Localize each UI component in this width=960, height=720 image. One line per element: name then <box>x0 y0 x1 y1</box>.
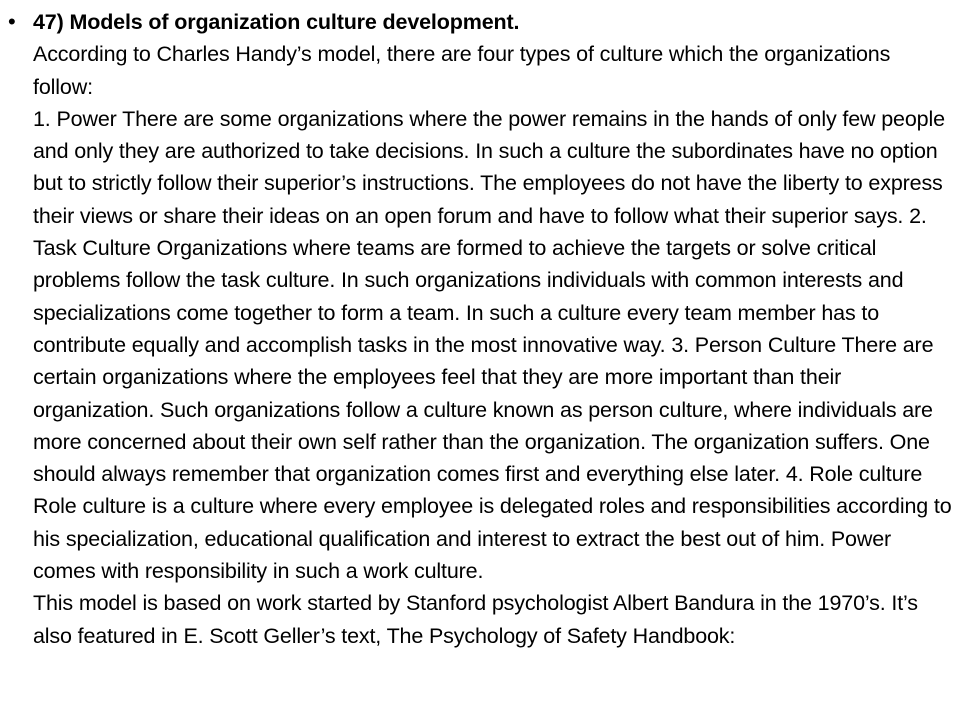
slide-content <box>33 6 953 652</box>
intro-paragraph: According to Charles Handy’s model, there are four types of culture which the organizations follow: <box>33 42 891 99</box>
closing-paragraph: This model is based on work started by Stanford psychologist Albert Bandura in the 1970’s. It’s also featured in E. Scott Geller’s text, The Psychology of Safety Handbook: <box>33 591 918 648</box>
bullet-marker: • <box>8 9 16 34</box>
slide-heading: 47) Models of organization culture development. <box>33 10 520 34</box>
culture-types-paragraph: 1. Power There are some organizations where the power remains in the hands of only few people and only they are authorized to take decisions. In such a culture the subordinates have no option but to strictly follow their superior’s instructions. The employees do not have the liberty to express their views or share their ideas on an open forum and have to follow what their superior says. 2. Task Culture Organizations where teams are formed to achieve the targets or solve critical problems follow the task culture. In such organizations individuals with common interests and specializations come together to form a team. In such a culture every team member has to contribute equally and accomplish tasks in the most innovative way. 3. Person Culture There are certain organizations where the employees feel that they are more important than their organization. Such organizations follow a culture known as person culture, where individuals are more concerned about their own self rather than the organization. The organization suffers. One should always remember that organization comes first and everything else later. 4. Role culture Role culture is a culture where every employee is delegated roles and responsibilities according to his specialization, educational qualification and interest to extract the best out of him. Power comes with responsibility in such a work culture. <box>33 106 952 584</box>
